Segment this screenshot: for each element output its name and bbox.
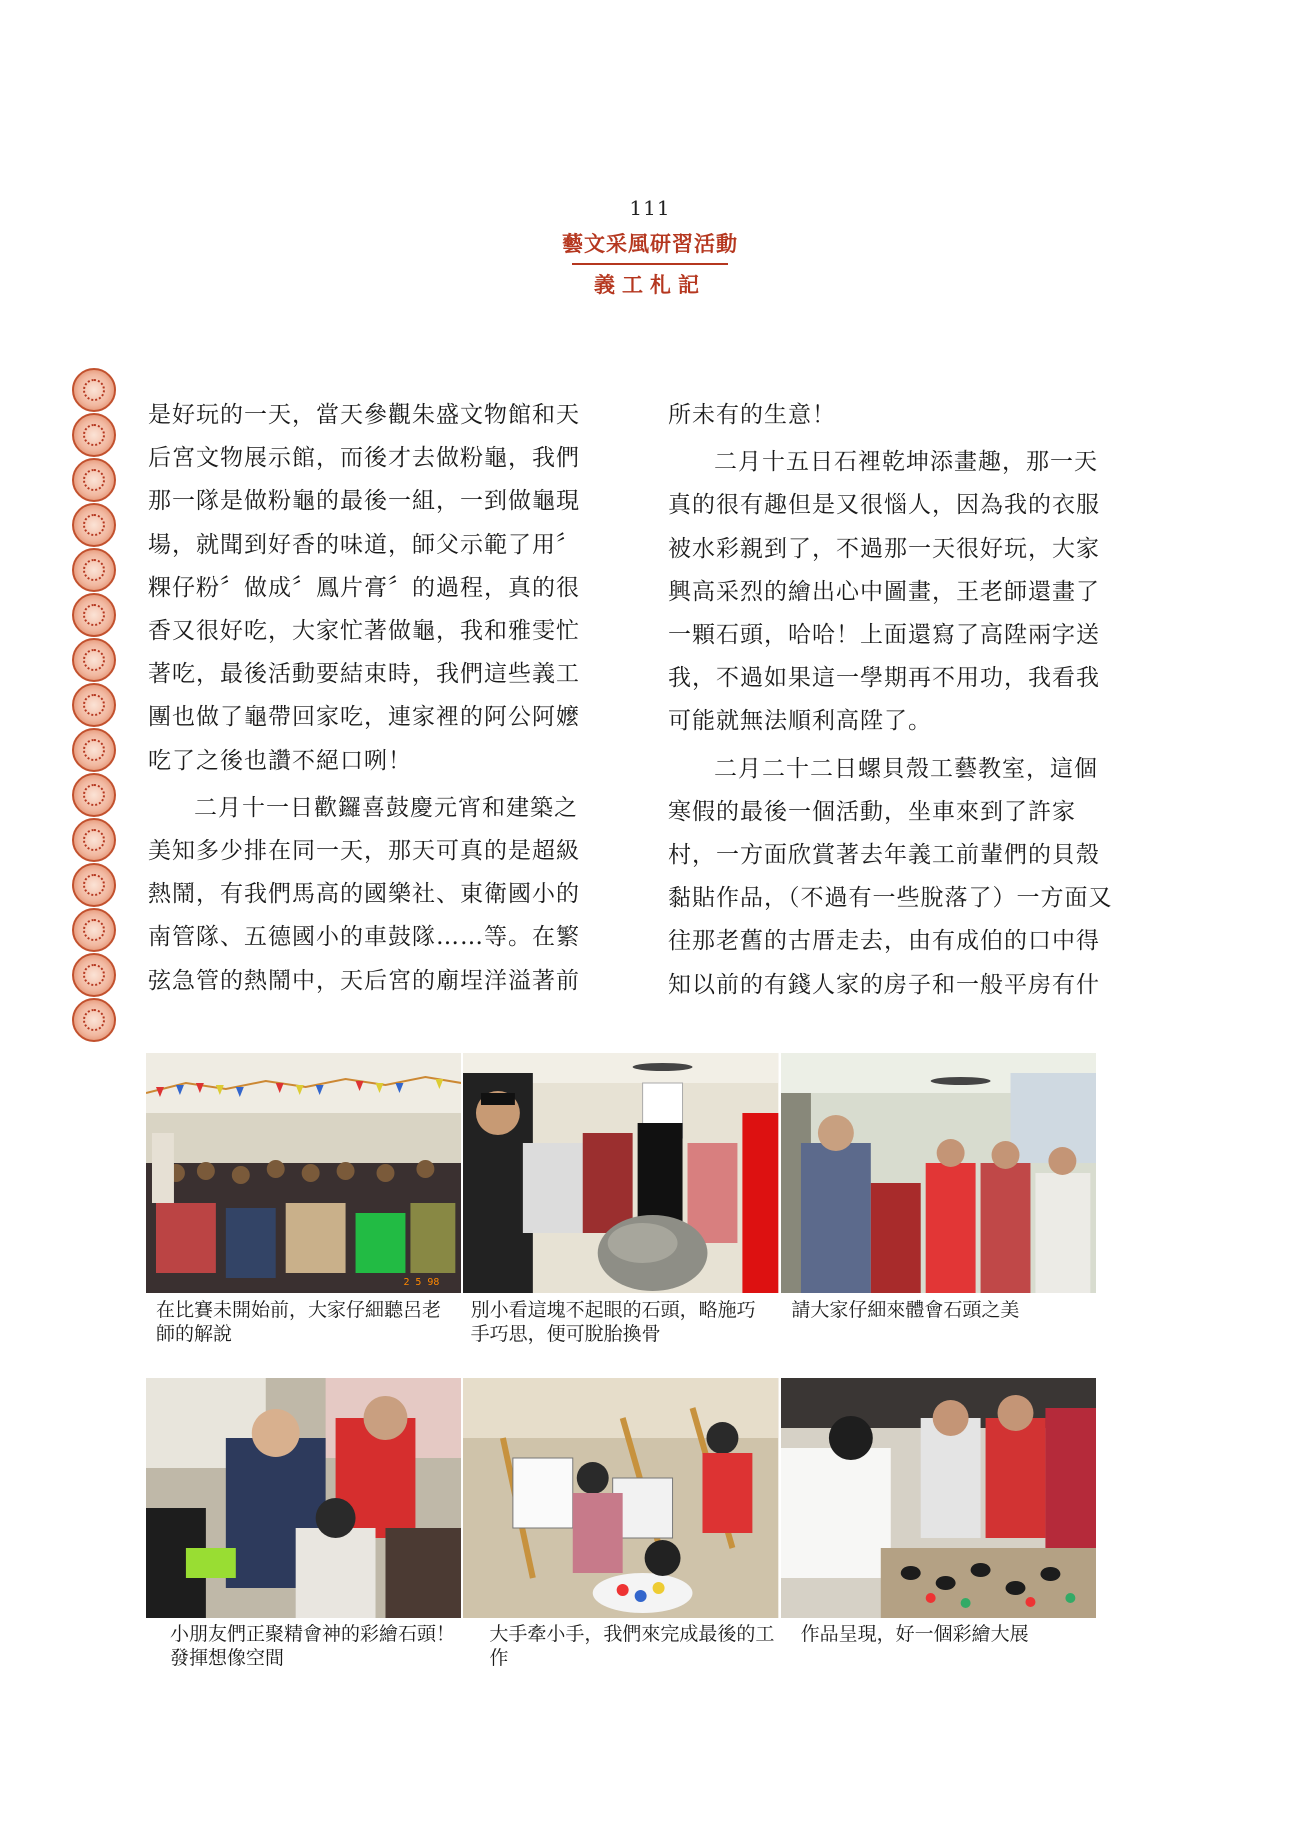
- photo-caption: 請大家仔細來體會石頭之美: [791, 1299, 1020, 1321]
- seal-ornament-icon: [72, 908, 116, 952]
- photo-row-2: [146, 1378, 1096, 1618]
- photo-hall-audience: [146, 1053, 461, 1293]
- series-title: 藝文采風研習活動: [562, 232, 738, 256]
- seal-ornament-icon: [72, 548, 116, 592]
- seal-ornament-icon: [72, 638, 116, 682]
- paragraph: 二月二十二日螺貝殼工藝教室，這個寒假的最後一個活動，坐車來到了許家村，一方面欣賞著去年義工前輩們的貝殼黏貼作品，（不過有一些脫落了）一方面又往那老舊的古厝走去，由有成伯的口中得知以前的有錢人家的房子和一般平房有什: [668, 755, 1113, 998]
- photo-rock-demo: [463, 1053, 778, 1293]
- seal-ornament-icon: [72, 503, 116, 547]
- text-column-left: [148, 394, 594, 1007]
- seal-ornament-icon: [72, 818, 116, 862]
- photo-caption: 大手牽小手，我們來完成最後的工作: [489, 1623, 775, 1669]
- caption-row-2: [150, 1622, 1100, 1670]
- date-stamp: 2 5 98: [403, 1276, 440, 1289]
- photo-caption: 別小看這塊不起眼的石頭，略施巧手巧思，便可脫胎換骨: [470, 1299, 756, 1345]
- header-divider: [572, 263, 728, 265]
- seal-ornament-icon: [72, 728, 116, 772]
- photo-rock-gallery: [781, 1053, 1096, 1293]
- seal-ornament-icon: [72, 998, 116, 1042]
- text-column-right: [668, 394, 1114, 1011]
- seal-ornament-icon: [72, 953, 116, 997]
- seal-ornament-icon: [72, 413, 116, 457]
- caption-row-1: [150, 1298, 1100, 1346]
- paragraph: 是好玩的一天，當天參觀朱盛文物館和天后宮文物展示館，而後才去做粉龜，我們那一隊是做粉龜的最後一組，一到做龜現場，就聞到好香的味道，師父示範了用〞粿仔粉〞做成〞鳳片膏〞的過程，真的很香又很好吃，大家忙著做龜，我和雅雯忙著吃，最後活動要結束時，我們這些義工團也做了龜帶回家吃，連家裡的阿公阿嬤吃了之後也讚不絕口咧！: [148, 402, 580, 774]
- photo-easel-work: [463, 1378, 778, 1618]
- seal-ornament-icon: [72, 683, 116, 727]
- seal-ornament-icon: [72, 593, 116, 637]
- seal-ornament-icon: [72, 773, 116, 817]
- seal-ornament-icon: [72, 368, 116, 412]
- photo-caption: 在比賽未開始前，大家仔細聽呂老師的解說: [156, 1299, 442, 1345]
- page-header: [0, 196, 1300, 299]
- photo-rock-display: [781, 1378, 1096, 1618]
- seal-ornament-strip: [72, 368, 120, 1043]
- paragraph: 所未有的生意！: [668, 402, 836, 428]
- photo-row-1: [146, 1053, 1096, 1293]
- photo-caption: 小朋友們正聚精會神的彩繪石頭！發揮想像空間: [170, 1623, 456, 1669]
- paragraph: 二月十五日石裡乾坤添畫趣，那一天真的很有趣但是又很惱人，因為我的衣服被水彩親到了，不過那一天很好玩，大家興高采烈的繪出心中圖畫，王老師還畫了一顆石頭，哈哈！上面還寫了高陞兩字送我，不過如果這一學期再不用功，我看我可能就無法順利高陞了。: [668, 449, 1100, 735]
- section-title: 義工札記: [594, 273, 706, 297]
- photo-caption: 作品呈現，好一個彩繪大展: [800, 1623, 1029, 1645]
- page-number: 111: [629, 196, 671, 220]
- seal-ornament-icon: [72, 863, 116, 907]
- paragraph: 二月十一日歡鑼喜鼓慶元宵和建築之美知多少排在同一天，那天可真的是超級熱鬧，有我們馬高的國樂社、東衛國小的南管隊、五德國小的車鼓隊……等。在繁弦急管的熱鬧中，天后宮的廟埕洋溢著前: [148, 794, 580, 994]
- photo-kids-painting: [146, 1378, 461, 1618]
- seal-ornament-icon: [72, 458, 116, 502]
